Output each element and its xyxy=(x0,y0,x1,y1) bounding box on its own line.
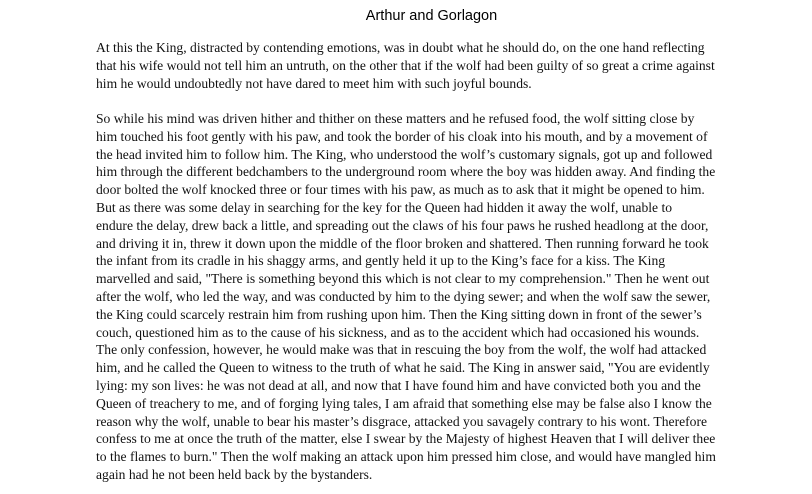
text-line: marvelled and said, "There is something beyond this which is not clear to my comprehension." Then he went out xyxy=(96,271,710,287)
text-line: and driving it in, threw it down upon the middle of the floor broken and shattered. Then running forward he took xyxy=(96,235,709,251)
text-line: after the wolf, who led the way, and was conducted by him to the dying sewer; and when the wolf saw the sewer, xyxy=(96,288,711,304)
text-line: At this the King, distracted by contending emotions, was in doubt what he should do, on the one hand reflecting xyxy=(96,40,705,55)
text-line: the King could scarcely restrain him from rushing upon him. Then the King sitting down in front of the sewer’s xyxy=(96,306,702,322)
text-line: couch, questioned him as to the cause of his sickness, and as to the accident which had occasioned his wounds. xyxy=(96,324,700,340)
text-line: Queen of treachery to me, and of forging lying tales, I am afraid that something else may be false also I know the xyxy=(96,395,712,411)
text-line: him, and he called the Queen to witness to the truth of what he said. The King in answer said, "You are evidently xyxy=(96,360,710,376)
text-line: endure the delay, drew back a little, and spreading out the claws of his four paws he rushed headlong at the door, xyxy=(96,217,709,233)
document-title: Arthur and Gorlagon xyxy=(365,8,498,24)
text-line: the head invited him to follow him. The King, who understood the wolf’s customary signals, got up and followed xyxy=(96,146,713,162)
text-line: confess to me at once the truth of the matter, else I swear by the Majesty of highest Heaven that I will deliver thee xyxy=(96,431,716,447)
paragraph-1 xyxy=(96,39,796,92)
text-line: the infant from its cradle in his shaggy arms, and gently held it up to the King’s face for a kiss. The King xyxy=(96,253,666,269)
text-line: lying: my son lives: he was not dead at all, and now that I have found him and have convicted both you and the xyxy=(96,377,701,393)
text-line: to the flames to burn." Then the wolf making an attack upon him pressed him close, and would have mangled him xyxy=(96,449,716,465)
text-line: him he would undoubtedly not have dared to meet him with such joyful bounds. xyxy=(96,75,532,91)
text-line: So while his mind was driven hither and thither on these matters and he refused food, the wolf sitting close by xyxy=(96,111,695,126)
text-line: him touched his foot gently with his paw, and took the border of his cloak into his mouth, and by a movement of xyxy=(96,128,708,144)
text-line: reason why the wolf, unable to bear his master’s disgrace, attacked you savagely contrary to his wont. Therefore xyxy=(96,413,708,429)
text-line: But as there was some delay in searching for the key for the Queen had hidden it away the wolf, unable to xyxy=(96,199,673,215)
paragraph-2 xyxy=(96,110,796,484)
text-line: him through the different bedchambers to the underground room where the boy was hidden away. And finding the xyxy=(96,164,716,180)
text-line: again had he not been held back by the bystanders. xyxy=(96,466,373,482)
text-line: that his wife would not tell him an untruth, on the other that if the wolf had been guilty of so great a crime against xyxy=(96,57,715,73)
text-line: door bolted the wolf knocked three or four times with his paw, as much as to ask that it might be opened to him. xyxy=(96,182,705,198)
text-line: The only confession, however, he would make was that in rescuing the boy from the wolf, the wolf had attacked xyxy=(96,342,707,358)
